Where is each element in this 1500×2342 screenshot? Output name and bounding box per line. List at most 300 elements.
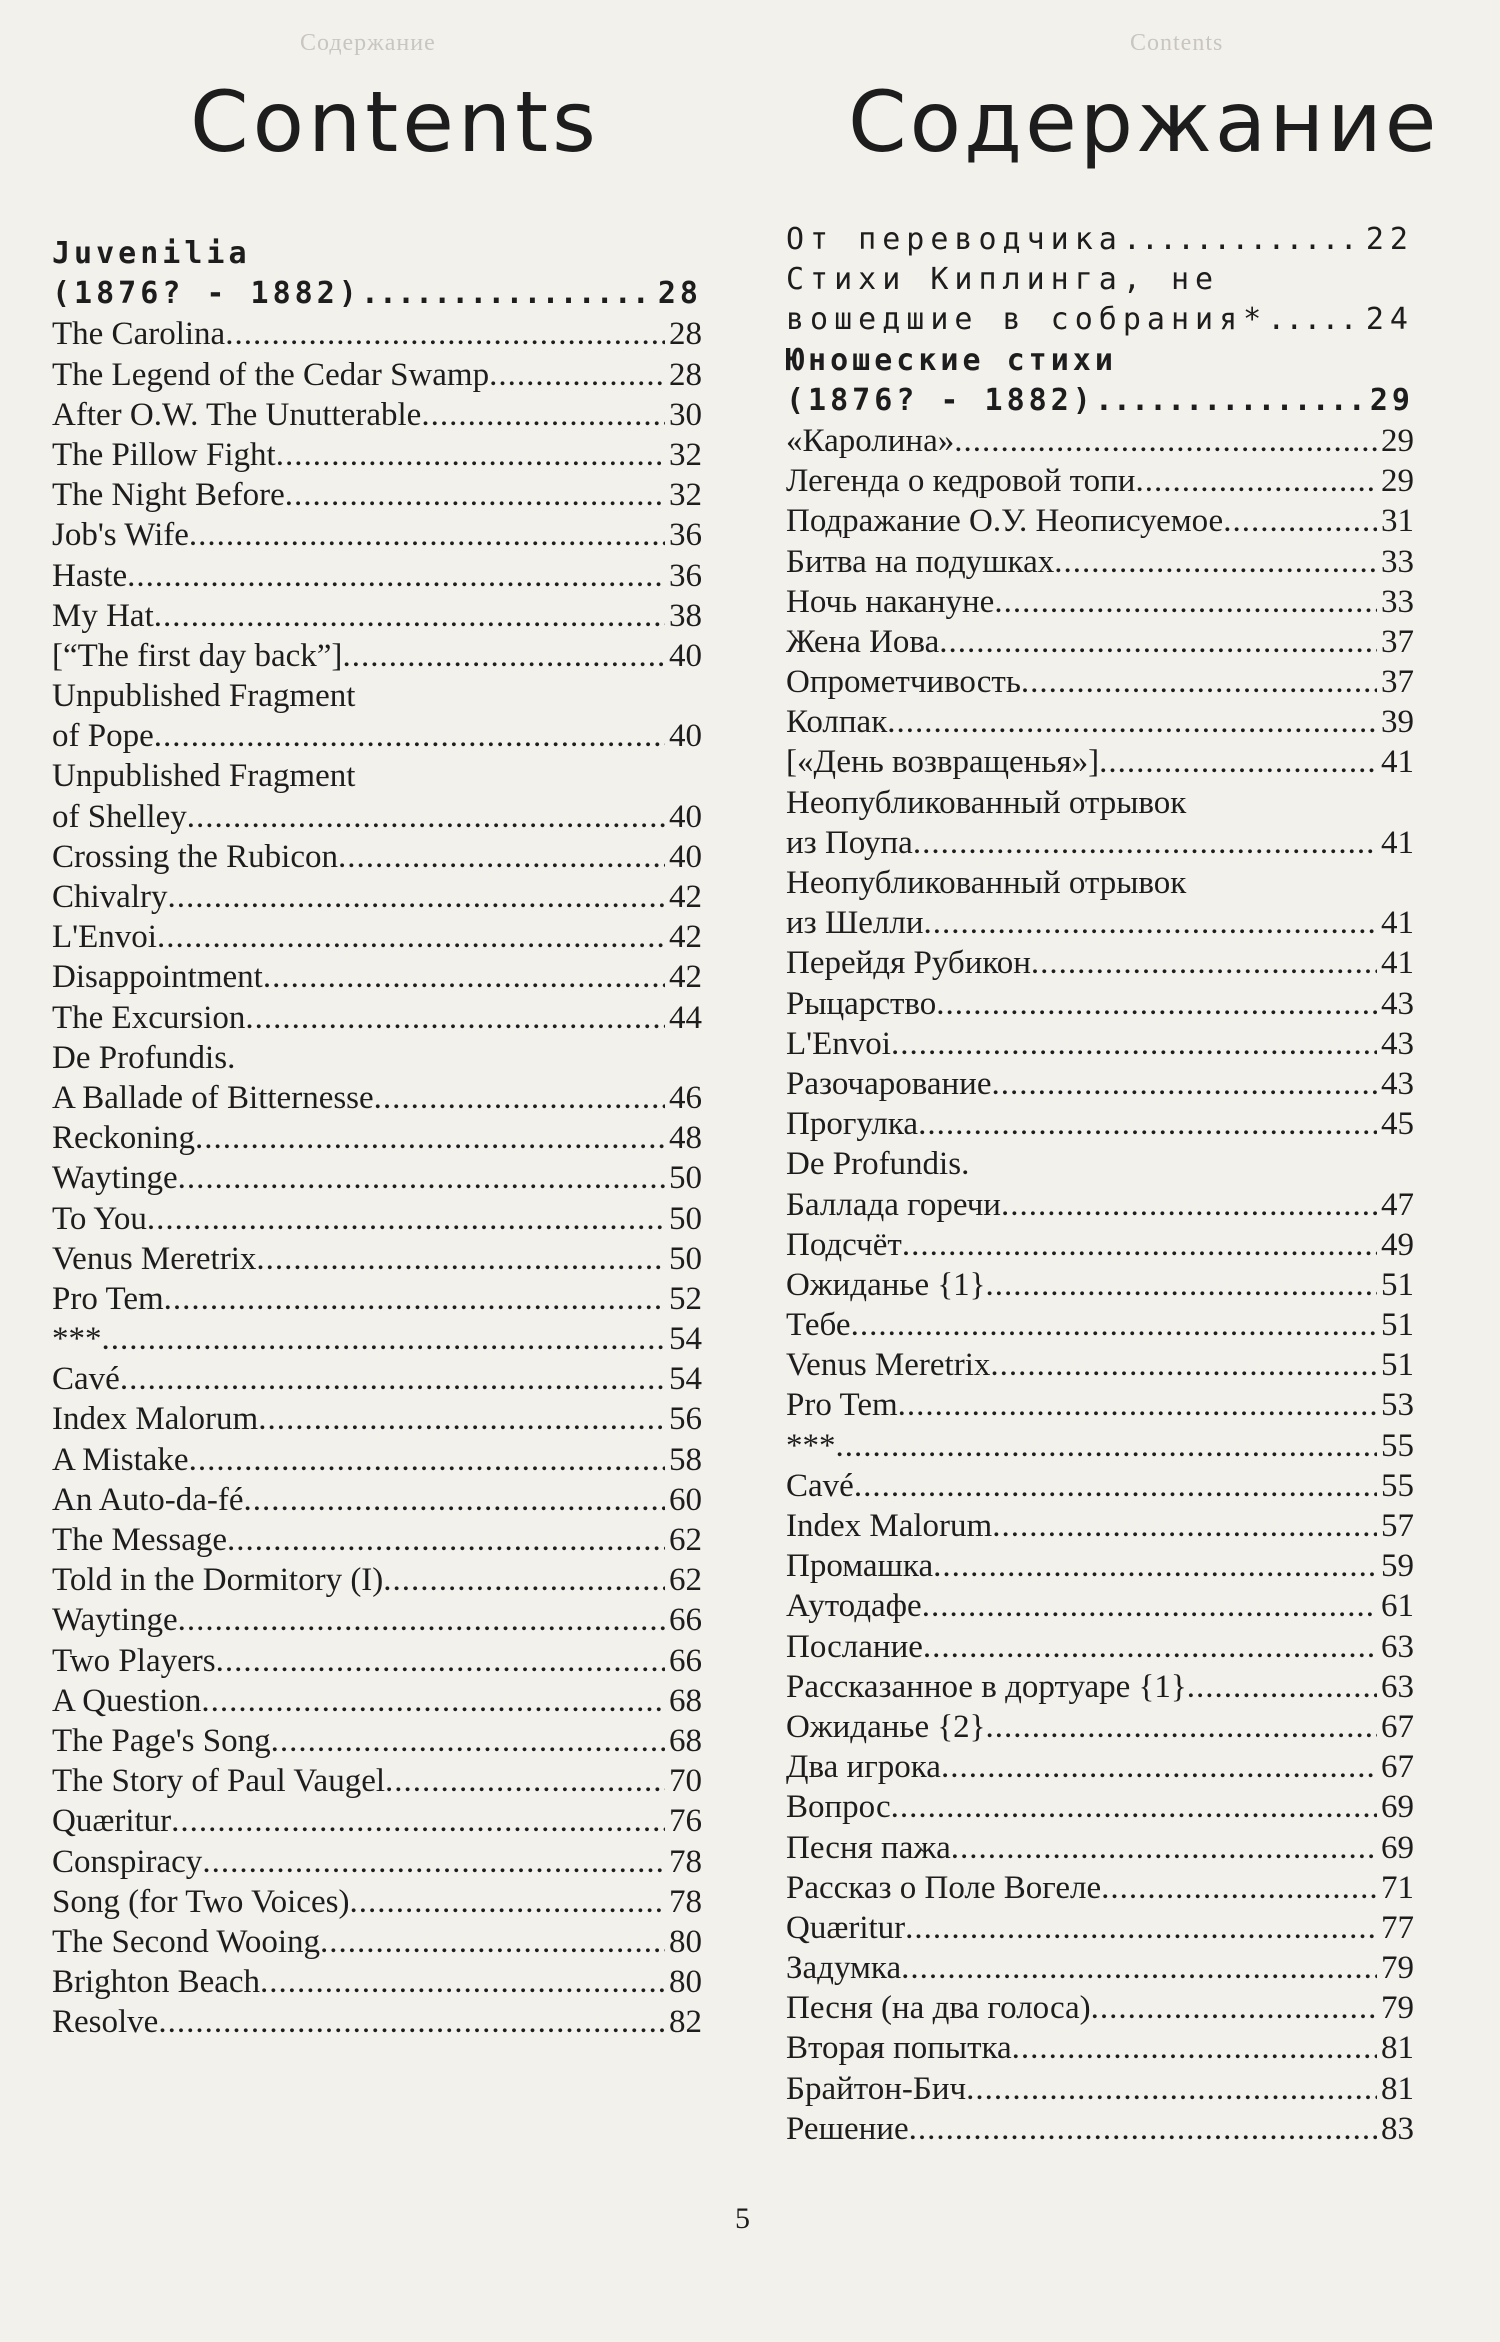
- toc-entry-title: Неопубликованный отрывок: [786, 865, 1187, 901]
- toc-entry-title: Brighton Beach: [52, 1964, 261, 2001]
- toc-entry-title: A Ballade of Bitternesse: [52, 1079, 374, 1116]
- toc-entry-page: 38: [669, 597, 702, 634]
- dot-leader: [225, 316, 665, 353]
- toc-entry-title: Juvenilia: [52, 236, 251, 271]
- toc-entry: [52, 879, 702, 919]
- dot-leader: [102, 1321, 666, 1358]
- toc-entry-title: Venus Meretrix: [52, 1240, 257, 1277]
- toc-entry: [786, 704, 1414, 744]
- toc-entry: [52, 1442, 702, 1482]
- dot-leader: [923, 905, 1377, 942]
- toc-entry: [786, 1669, 1414, 1709]
- toc-entry-page: 51: [1381, 1307, 1414, 1344]
- toc-entry: [52, 1040, 702, 1080]
- toc-entry-title: Разочарование: [786, 1065, 992, 1102]
- toc-entry: [52, 236, 702, 276]
- dot-leader: [320, 1924, 665, 1961]
- toc-entry-title: Reckoning: [52, 1120, 195, 1157]
- toc-entry-page: 50: [669, 1240, 702, 1277]
- toc-entry-title: A Question: [52, 1682, 202, 1719]
- toc-entry: [786, 2030, 1414, 2070]
- toc-entry-page: 42: [669, 959, 702, 996]
- dot-leader: [245, 1000, 665, 1037]
- toc-entry-title: Рыцарство: [786, 985, 937, 1022]
- toc-entry: [52, 1120, 702, 1160]
- dot-leader: [891, 1026, 1377, 1063]
- toc-entry-page: 28: [669, 316, 702, 353]
- toc-entry-title: My Hat: [52, 597, 154, 634]
- toc-entry: [52, 1763, 702, 1803]
- toc-entry: [52, 1080, 702, 1120]
- dot-leader: [951, 1830, 1377, 1867]
- toc-entry-page: 63: [1381, 1668, 1414, 1705]
- dot-leader: [1099, 744, 1377, 781]
- toc-entry-page: 28: [669, 356, 702, 393]
- toc-entry-page: 56: [669, 1401, 702, 1438]
- toc-entry-page: 59: [1381, 1548, 1414, 1585]
- toc-entry: [52, 758, 702, 798]
- toc-entry-title: Рассказ о Поле Вогеле: [786, 1869, 1102, 1906]
- toc-entry-title: Послание: [786, 1628, 923, 1665]
- toc-entry-title: Юношеские стихи: [786, 342, 1117, 378]
- toc-entry-page: 30: [669, 396, 702, 433]
- dot-leader: [285, 477, 665, 514]
- toc-entry-title: Неопубликованный отрывок: [786, 784, 1187, 821]
- toc-entry-title: The Story of Paul Vaugel: [52, 1763, 386, 1800]
- toc-entry-page: 37: [1381, 664, 1414, 701]
- toc-entry-title: От переводчика: [786, 222, 1123, 257]
- toc-entry: [786, 1749, 1414, 1789]
- toc-entry-page: 60: [669, 1481, 702, 1518]
- toc-entry: [786, 1227, 1414, 1267]
- toc-entry-title: Аутодафе: [786, 1588, 922, 1625]
- toc-entry-title: Решение: [786, 2110, 909, 2147]
- toc-entry-title: Вопрос: [786, 1789, 891, 1826]
- toc-entry-title: De Profundis.: [52, 1039, 236, 1076]
- toc-entry-title: Рассказанное в дортуаре {1}: [786, 1668, 1187, 1705]
- toc-entry: [52, 2004, 702, 2044]
- toc-entry-title: Conspiracy: [52, 1843, 203, 1880]
- toc-entry-title: Index Malorum: [786, 1508, 993, 1544]
- toc-entry-page: 66: [669, 1602, 702, 1639]
- toc-entry-page: 51: [1381, 1347, 1414, 1384]
- toc-entry-page: 83: [1381, 2110, 1414, 2147]
- dot-leader: [1187, 1669, 1377, 1706]
- toc-entry-page: 31: [1381, 503, 1414, 540]
- dot-leader: [361, 276, 654, 311]
- toc-entry: [786, 544, 1414, 584]
- toc-entry-page: 40: [669, 637, 702, 674]
- dot-leader: [986, 1267, 1377, 1304]
- toc-entry: [52, 1562, 702, 1602]
- toc-entry-page: 70: [669, 1763, 702, 1800]
- toc-entry: [786, 463, 1414, 503]
- toc-entry-page: 82: [669, 2004, 702, 2041]
- toc-entry-page: 24: [1365, 302, 1414, 338]
- dot-leader: [263, 959, 665, 996]
- dot-leader: [189, 517, 665, 554]
- dot-leader: [178, 1160, 665, 1197]
- toc-entry-title: Two Players: [52, 1642, 216, 1679]
- toc-entry-title: The Page's Song: [52, 1722, 271, 1759]
- toc-entry: [786, 1387, 1414, 1427]
- contents-heading-english: Contents: [190, 73, 600, 171]
- toc-entry: [786, 1709, 1414, 1749]
- toc-entry-title: Waytinge: [52, 1602, 178, 1639]
- toc-entry-page: 79: [1381, 1990, 1414, 2027]
- toc-entry-title: Song (for Two Voices): [52, 1883, 350, 1920]
- toc-entry: [52, 437, 702, 477]
- toc-entry-page: 69: [1381, 1829, 1414, 1866]
- toc-entry-title: After O.W. The Unutterable: [52, 396, 422, 433]
- toc-entry: [786, 2071, 1414, 2111]
- dot-leader: [256, 1241, 665, 1278]
- dot-leader: [891, 1789, 1377, 1826]
- toc-entry-page: 81: [1381, 2030, 1414, 2067]
- toc-entry: [52, 1602, 702, 1642]
- toc-entry-title: из Шелли: [786, 905, 924, 942]
- dot-leader: [216, 1643, 665, 1680]
- page-number: 5: [735, 2202, 750, 2235]
- toc-entry-title: The Pillow Fight: [52, 436, 276, 473]
- toc-entry-title: L'Envoi: [52, 919, 157, 956]
- toc-entry: [786, 865, 1414, 905]
- toc-entry: [52, 1924, 702, 1964]
- dot-leader: [836, 1428, 1378, 1465]
- toc-entry: [786, 905, 1414, 945]
- toc-entry: [786, 785, 1414, 825]
- toc-entry-title: Два игрока: [786, 1749, 941, 1786]
- toc-entry-title: Ожиданье {2}: [786, 1708, 986, 1745]
- toc-entry-title: Песня пажа: [786, 1829, 951, 1866]
- toc-entry-page: 67: [1381, 1708, 1414, 1745]
- toc-entry-page: 81: [1381, 2070, 1414, 2107]
- dot-leader: [147, 1201, 665, 1238]
- contents-heading-russian: Содержание: [848, 73, 1440, 171]
- toc-entry: [52, 1000, 702, 1040]
- toc-entry-title: Жена Иова: [786, 623, 940, 660]
- toc-entry-title: (1876? - 1882): [786, 382, 1095, 418]
- toc-entry: [52, 799, 702, 839]
- dot-leader: [244, 1482, 665, 1519]
- dot-leader: [887, 704, 1377, 741]
- dot-leader: [120, 1361, 665, 1398]
- toc-entry: [52, 1683, 702, 1723]
- dot-leader: [1223, 503, 1377, 540]
- toc-entry: [786, 1187, 1414, 1227]
- toc-entry: [786, 1468, 1414, 1508]
- toc-entry-page: 58: [669, 1441, 702, 1478]
- toc-entry-title: Cavé: [786, 1467, 854, 1504]
- toc-entry: [52, 839, 702, 879]
- toc-entry: [52, 397, 702, 437]
- toc-entry-title: Колпак: [786, 704, 888, 741]
- toc-entry-title: Haste: [52, 557, 128, 594]
- toc-entry: [52, 718, 702, 758]
- toc-entry: [786, 302, 1414, 342]
- dot-leader: [178, 1602, 665, 1639]
- toc-entry-title: To You: [52, 1200, 147, 1237]
- toc-entry-page: 40: [669, 798, 702, 835]
- toc-entry-title: of Shelley: [52, 798, 187, 835]
- toc-entry-title: Crossing the Rubicon: [52, 838, 338, 875]
- dot-leader: [1021, 664, 1377, 701]
- toc-entry-title: Job's Wife: [52, 517, 189, 554]
- toc-entry: [52, 1321, 702, 1361]
- toc-entry: [786, 1508, 1414, 1548]
- toc-entry-page: 49: [1381, 1226, 1414, 1263]
- dot-leader: [189, 1442, 665, 1479]
- dot-leader: [939, 624, 1377, 661]
- toc-entry: [786, 1629, 1414, 1669]
- dot-leader: [954, 423, 1377, 460]
- toc-entry: [786, 1789, 1414, 1829]
- toc-entry-title: Resolve: [52, 2004, 159, 2041]
- toc-entry: [786, 945, 1414, 985]
- toc-entry-page: 50: [669, 1160, 702, 1197]
- dot-leader: [154, 718, 665, 755]
- toc-entry-title: Ночь накануне: [786, 583, 995, 620]
- toc-entry-page: 41: [1381, 945, 1414, 982]
- toc-entry-page: 68: [669, 1722, 702, 1759]
- toc-entry-page: 63: [1381, 1628, 1414, 1665]
- dot-leader: [1123, 222, 1362, 257]
- toc-entry: [52, 598, 702, 638]
- dot-leader: [986, 1709, 1377, 1746]
- toc-entry-page: 45: [1381, 1106, 1414, 1143]
- toc-entry-page: 76: [669, 1803, 702, 1840]
- toc-entry: [52, 1844, 702, 1884]
- toc-entry: [52, 1241, 702, 1281]
- dot-leader: [1054, 544, 1377, 581]
- toc-entry-title: The Legend of the Cedar Swamp: [52, 356, 490, 393]
- toc-entry-page: 28: [657, 276, 702, 312]
- toc-entry-page: 29: [1369, 382, 1414, 418]
- toc-entry-title: Unpublished Fragment: [52, 758, 356, 795]
- toc-entry-title: Задумка: [786, 1950, 902, 1987]
- toc-entry-page: 51: [1381, 1266, 1414, 1303]
- dot-leader: [933, 1548, 1377, 1585]
- dot-leader: [167, 879, 665, 916]
- toc-entry-page: 50: [669, 1200, 702, 1237]
- toc-entry-title: Waytinge: [52, 1160, 178, 1197]
- dot-leader: [902, 1227, 1377, 1264]
- toc-entry: [786, 1106, 1414, 1146]
- toc-entry: [786, 1870, 1414, 1910]
- toc-entry: [786, 423, 1414, 463]
- dot-leader: [158, 2004, 665, 2041]
- toc-entry-title: The Message: [52, 1522, 228, 1558]
- toc-entry-page: 62: [669, 1562, 702, 1599]
- dot-leader: [187, 799, 665, 836]
- toc-entry: [52, 678, 702, 718]
- toc-entry-title: Disappointment: [52, 959, 263, 996]
- toc-entry: [786, 986, 1414, 1026]
- toc-entry: [786, 624, 1414, 664]
- dot-leader: [157, 919, 665, 956]
- dot-leader: [854, 1468, 1377, 1505]
- toc-entry-title: Песня (на два голоса): [786, 1990, 1091, 2027]
- toc-entry: [786, 1307, 1414, 1347]
- toc-entry: [786, 1830, 1414, 1870]
- toc-entry: [52, 316, 702, 356]
- dot-leader: [385, 1763, 665, 1800]
- running-head-right: Contents: [1130, 30, 1224, 56]
- toc-entry-page: 78: [669, 1843, 702, 1880]
- toc-entry-page: 55: [1381, 1427, 1414, 1464]
- toc-entry-title: Quæritur: [52, 1803, 172, 1840]
- toc-list-english: [52, 236, 702, 2044]
- toc-entry-title: из Поупа: [786, 824, 913, 861]
- dot-leader: [1267, 302, 1362, 337]
- toc-entry: [52, 357, 702, 397]
- toc-entry-page: 40: [669, 838, 702, 875]
- toc-entry-page: 33: [1381, 543, 1414, 580]
- dot-leader: [421, 397, 665, 434]
- toc-entry: [786, 1267, 1414, 1307]
- toc-entry-page: 54: [669, 1361, 702, 1398]
- toc-entry-title: Опрометчивость: [786, 664, 1021, 701]
- toc-entry-page: 43: [1381, 1065, 1414, 1102]
- toc-entry-title: A Mistake: [52, 1441, 189, 1478]
- dot-leader: [922, 1588, 1377, 1625]
- toc-entry: [786, 825, 1414, 865]
- toc-entry-title: An Auto-da-fé: [52, 1481, 244, 1518]
- dot-leader: [201, 1683, 665, 1720]
- toc-entry-title: Промашка: [786, 1548, 934, 1585]
- toc-entry-page: 43: [1381, 1025, 1414, 1062]
- dot-leader: [1091, 1990, 1377, 2027]
- toc-entry-page: 36: [669, 517, 702, 554]
- toc-entry: [786, 1950, 1414, 1990]
- toc-entry-title: Ожиданье {1}: [786, 1266, 986, 1303]
- toc-entry: [786, 664, 1414, 704]
- dot-leader: [1095, 383, 1366, 418]
- toc-entry: [52, 1361, 702, 1401]
- toc-entry: [52, 1160, 702, 1200]
- dot-leader: [260, 1964, 665, 2001]
- toc-entry-page: 80: [669, 1964, 702, 2001]
- dot-leader: [1135, 463, 1377, 500]
- toc-entry: [52, 1803, 702, 1843]
- toc-entry-title: Легенда о кедровой топи: [786, 463, 1136, 500]
- toc-entry: [52, 919, 702, 959]
- dot-leader: [276, 437, 665, 474]
- toc-entry-title: Прогулка: [786, 1106, 919, 1143]
- dot-leader: [898, 1387, 1377, 1424]
- toc-entry-page: 42: [669, 919, 702, 956]
- toc-entry-title: ***: [52, 1321, 102, 1358]
- toc-entry-page: 54: [669, 1321, 702, 1358]
- dot-leader: [164, 1281, 665, 1318]
- toc-entry-page: 55: [1381, 1467, 1414, 1504]
- dot-leader: [374, 1080, 665, 1117]
- toc-entry-page: 77: [1381, 1909, 1414, 1946]
- toc-list-russian: [786, 222, 1414, 2151]
- toc-entry-title: Битва на подушках: [786, 543, 1055, 580]
- toc-entry-title: L'Envoi: [786, 1025, 891, 1062]
- toc-entry: [52, 959, 702, 999]
- toc-entry-page: 69: [1381, 1789, 1414, 1826]
- toc-entry-page: 80: [669, 1923, 702, 1960]
- dot-leader: [271, 1723, 665, 1760]
- toc-entry: [786, 1428, 1414, 1468]
- toc-entry-page: 48: [669, 1120, 702, 1157]
- toc-entry-title: Cavé: [52, 1361, 120, 1398]
- toc-entry-title: Index Malorum: [52, 1401, 259, 1438]
- toc-entry: [786, 1066, 1414, 1106]
- toc-entry: [786, 222, 1414, 262]
- toc-entry: [786, 1548, 1414, 1588]
- dot-leader: [1101, 1870, 1377, 1907]
- toc-entry: [52, 638, 702, 678]
- toc-entry-title: Told in the Dormitory (I): [52, 1562, 384, 1599]
- dot-leader: [923, 1629, 1377, 1666]
- toc-entry-page: 29: [1381, 422, 1414, 459]
- toc-entry-page: 78: [669, 1883, 702, 1920]
- toc-entry: [786, 744, 1414, 784]
- toc-entry-title: Баллада горечи: [786, 1186, 1001, 1223]
- toc-entry: [786, 262, 1414, 302]
- dot-leader: [851, 1307, 1377, 1344]
- toc-entry-title: De Profundis.: [786, 1146, 970, 1183]
- toc-entry-title: (1876? - 1882): [52, 276, 361, 312]
- toc-entry-page: 57: [1381, 1508, 1414, 1544]
- toc-entry-page: 43: [1381, 985, 1414, 1022]
- dot-leader: [258, 1401, 665, 1438]
- toc-entry: [786, 2111, 1414, 2151]
- toc-entry: [786, 584, 1414, 624]
- toc-entry-page: 33: [1381, 583, 1414, 620]
- toc-entry: [52, 1522, 702, 1562]
- toc-entry-page: 53: [1381, 1387, 1414, 1424]
- toc-entry-page: 62: [669, 1522, 702, 1558]
- toc-entry-title: [«День возвращенья»]: [786, 744, 1100, 781]
- toc-entry-page: 67: [1381, 1749, 1414, 1786]
- toc-entry: [52, 558, 702, 598]
- toc-entry-title: Вторая попытка: [786, 2030, 1012, 2067]
- toc-entry-title: The Night Before: [52, 477, 285, 514]
- toc-entry-page: 66: [669, 1642, 702, 1679]
- dot-leader: [994, 584, 1377, 621]
- toc-entry-title: Quæritur: [786, 1909, 906, 1946]
- toc-entry-page: 61: [1381, 1588, 1414, 1625]
- toc-entry-title: Pro Tem: [786, 1387, 898, 1424]
- contents-column-english: [52, 73, 702, 2044]
- dot-leader: [901, 1950, 1377, 1987]
- toc-entry: [52, 517, 702, 557]
- dot-leader: [936, 986, 1377, 1023]
- dot-leader: [905, 1910, 1377, 1947]
- dot-leader: [1001, 1187, 1377, 1224]
- dot-leader: [909, 2111, 1377, 2148]
- toc-entry-page: 22: [1365, 222, 1414, 257]
- toc-entry: [52, 1964, 702, 2004]
- toc-entry: [52, 1482, 702, 1522]
- toc-entry: [52, 1201, 702, 1241]
- dot-leader: [992, 1508, 1377, 1545]
- dot-leader: [941, 1749, 1377, 1786]
- dot-leader: [171, 1803, 665, 1840]
- toc-entry-title: Chivalry: [52, 879, 168, 915]
- toc-entry-title: The Second Wooing: [52, 1923, 321, 1960]
- toc-entry-page: 79: [1381, 1950, 1414, 1987]
- toc-entry-page: 32: [669, 436, 702, 473]
- toc-entry: [786, 343, 1414, 383]
- toc-entry: [52, 1723, 702, 1763]
- toc-entry-page: 41: [1381, 905, 1414, 942]
- dot-leader: [342, 638, 665, 675]
